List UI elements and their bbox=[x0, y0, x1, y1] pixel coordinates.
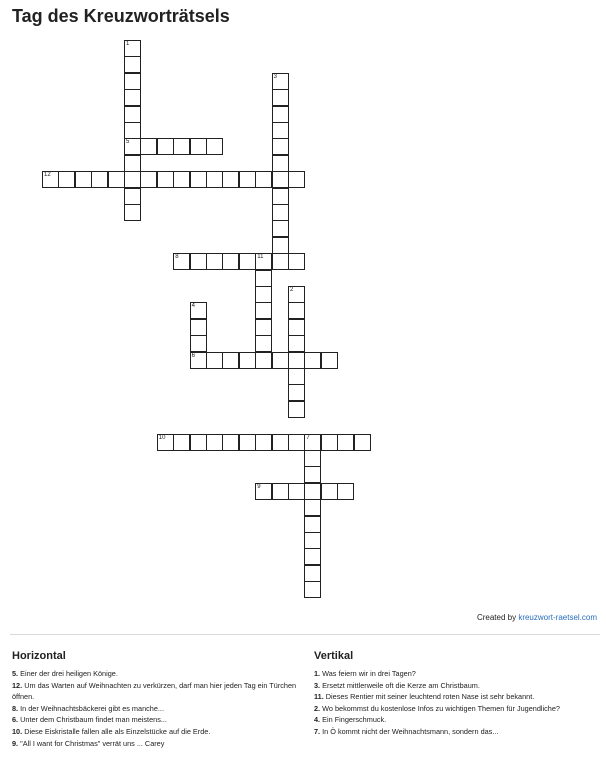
grid-cell[interactable] bbox=[157, 138, 174, 155]
grid-cell[interactable] bbox=[354, 434, 371, 451]
grid-cell[interactable] bbox=[304, 483, 321, 500]
grid-cell[interactable] bbox=[222, 253, 239, 270]
grid-cell[interactable] bbox=[42, 171, 59, 188]
clue-item bbox=[314, 726, 599, 738]
grid-cell[interactable] bbox=[206, 253, 223, 270]
grid-cell[interactable] bbox=[157, 171, 174, 188]
grid-cell[interactable] bbox=[255, 253, 272, 270]
clue-text: Ersetzt mittlerweile oft die Kerze am Christbaum. bbox=[322, 680, 480, 690]
clue-text: Dieses Rentier mit seiner leuchtend roten Nase ist sehr bekannt. bbox=[325, 692, 535, 702]
clue-item bbox=[314, 668, 599, 680]
grid-cell[interactable] bbox=[124, 155, 141, 172]
clue-item bbox=[12, 714, 297, 726]
horizontal-clues bbox=[12, 650, 297, 749]
clue-item bbox=[12, 680, 297, 703]
clue-number-label: 1 bbox=[126, 41, 130, 47]
grid-cell[interactable] bbox=[272, 434, 289, 451]
grid-cell[interactable] bbox=[288, 368, 305, 385]
grid-cell[interactable] bbox=[206, 171, 223, 188]
clue-number: 3. bbox=[314, 680, 321, 690]
grid-cell[interactable] bbox=[124, 138, 141, 155]
grid-cell[interactable] bbox=[124, 188, 141, 205]
grid-cell[interactable] bbox=[190, 253, 207, 270]
grid-cell[interactable] bbox=[304, 466, 321, 483]
clue-number-label: 7 bbox=[306, 434, 310, 441]
grid-cell[interactable] bbox=[239, 352, 256, 369]
credit-prefix: Created by bbox=[476, 613, 517, 622]
clue-item bbox=[314, 691, 599, 703]
clue-number: 12. bbox=[12, 680, 23, 690]
grid-cell[interactable] bbox=[272, 89, 289, 106]
grid-cell[interactable] bbox=[190, 352, 207, 369]
grid-cell[interactable] bbox=[190, 302, 207, 319]
clue-text: Um das Warten auf Weihnachten zu verkürzen, darf man hier jeden Tag ein Türchen öffnen. bbox=[12, 680, 297, 702]
grid-cell[interactable] bbox=[288, 352, 305, 369]
grid-cell[interactable] bbox=[222, 352, 239, 369]
grid-cell[interactable] bbox=[255, 483, 272, 500]
horizontal-heading: Horizontal bbox=[12, 650, 66, 662]
grid-cell[interactable] bbox=[304, 581, 321, 598]
clue-number-label: 5 bbox=[126, 139, 130, 146]
clue-number: 6. bbox=[12, 715, 19, 725]
grid-cell[interactable] bbox=[288, 302, 305, 319]
clue-number: 10. bbox=[12, 726, 23, 736]
grid-cell[interactable] bbox=[304, 352, 321, 369]
grid-cell[interactable] bbox=[239, 171, 256, 188]
grid-cell[interactable] bbox=[124, 89, 141, 106]
grid-cell[interactable] bbox=[157, 434, 174, 451]
grid-cell[interactable] bbox=[304, 434, 321, 451]
grid-cell[interactable] bbox=[206, 138, 223, 155]
grid-cell[interactable] bbox=[124, 122, 141, 139]
clue-item bbox=[12, 738, 297, 750]
clue-number: 8. bbox=[12, 703, 19, 713]
grid-cell[interactable] bbox=[272, 155, 289, 172]
grid-cell[interactable] bbox=[222, 171, 239, 188]
grid-cell[interactable] bbox=[272, 171, 289, 188]
grid-cell[interactable] bbox=[321, 434, 338, 451]
clue-text: Unter dem Christbaum findet man meistens... bbox=[20, 715, 167, 725]
grid-cell[interactable] bbox=[272, 220, 289, 237]
clue-text: Einer der drei heiligen Könige. bbox=[20, 669, 118, 678]
credit-link[interactable]: kreuzwort-raetsel.com bbox=[518, 613, 597, 622]
clue-item bbox=[314, 680, 599, 692]
page-title: Tag des Kreuzworträtsels bbox=[12, 6, 230, 26]
grid-cell[interactable] bbox=[124, 73, 141, 90]
divider bbox=[10, 634, 600, 635]
grid-cell[interactable] bbox=[272, 352, 289, 369]
clue-item bbox=[12, 726, 297, 738]
clue-number-label: 4 bbox=[191, 303, 195, 310]
grid-cell[interactable] bbox=[321, 352, 338, 369]
clue-item bbox=[314, 714, 599, 726]
clue-number-label: 12 bbox=[44, 172, 51, 179]
clue-text: Was feiern wir in drei Tagen? bbox=[322, 669, 416, 678]
clue-text: "All I want for Christmas" verrät uns ... Carey bbox=[20, 738, 165, 748]
clue-number: 7. bbox=[314, 726, 321, 736]
clue-number-label: 11 bbox=[257, 254, 264, 261]
grid-cell[interactable] bbox=[124, 204, 141, 221]
grid-cell[interactable] bbox=[272, 122, 289, 139]
clue-number: 11. bbox=[314, 692, 324, 702]
clue-number-label: 10 bbox=[158, 434, 166, 441]
grid-cell[interactable] bbox=[288, 171, 305, 188]
grid-cell[interactable] bbox=[239, 434, 256, 451]
grid-cell[interactable] bbox=[272, 204, 289, 221]
grid-cell[interactable] bbox=[91, 171, 108, 188]
grid-cell[interactable] bbox=[272, 106, 289, 123]
grid-cell[interactable] bbox=[255, 434, 272, 451]
clue-number-label: 6 bbox=[191, 352, 195, 359]
grid-cell[interactable] bbox=[239, 253, 256, 270]
grid-cell[interactable] bbox=[206, 352, 223, 369]
clue-number: 2. bbox=[314, 703, 321, 713]
clue-number: 9. bbox=[12, 738, 19, 748]
vertical-clues bbox=[314, 650, 599, 738]
grid-cell[interactable] bbox=[272, 73, 289, 90]
clue-text: Wo bekommst du kostenlose Infos zu wichtigen Themen für Jugendliche? bbox=[322, 703, 560, 713]
clue-item bbox=[12, 703, 297, 715]
grid-cell[interactable] bbox=[288, 384, 305, 401]
grid-cell[interactable] bbox=[255, 335, 272, 352]
grid-cell[interactable] bbox=[288, 401, 305, 418]
clue-number-label: 2 bbox=[290, 287, 294, 293]
clue-number-label: 8 bbox=[175, 254, 179, 261]
clue-text: Ein Fingerschmuck. bbox=[322, 715, 387, 725]
grid-cell[interactable] bbox=[304, 516, 321, 533]
grid-cell[interactable] bbox=[173, 138, 190, 155]
grid-cell[interactable] bbox=[288, 335, 305, 352]
grid-cell[interactable] bbox=[304, 532, 321, 549]
clue-text: In Ö kommt nicht der Weihnachtsmann, sondern das... bbox=[322, 726, 499, 736]
clue-number-label: 9 bbox=[257, 483, 261, 490]
grid-cell[interactable] bbox=[288, 286, 305, 303]
clue-item bbox=[12, 668, 297, 680]
grid-cell[interactable] bbox=[337, 434, 354, 451]
grid-cell[interactable] bbox=[173, 253, 190, 270]
grid-cell[interactable] bbox=[304, 548, 321, 565]
grid-cell[interactable] bbox=[222, 434, 239, 451]
clue-text: Diese Eiskristalle fallen alle als Einzelstücke auf die Erde. bbox=[24, 726, 211, 736]
grid-cell[interactable] bbox=[272, 483, 289, 500]
grid-cell[interactable] bbox=[304, 565, 321, 582]
grid-cell[interactable] bbox=[255, 352, 272, 369]
grid-cell[interactable] bbox=[288, 253, 305, 270]
grid-cell[interactable] bbox=[255, 302, 272, 319]
grid-cell[interactable] bbox=[272, 253, 289, 270]
clue-number: 4. bbox=[314, 715, 321, 725]
grid-cell[interactable] bbox=[206, 434, 223, 451]
vertical-heading: Vertikal bbox=[314, 650, 354, 662]
grid-cell[interactable] bbox=[190, 138, 207, 155]
grid-cell[interactable] bbox=[124, 40, 141, 57]
grid-cell[interactable] bbox=[108, 171, 125, 188]
grid-cell[interactable] bbox=[190, 319, 207, 336]
grid-cell[interactable] bbox=[173, 434, 190, 451]
grid-cell[interactable] bbox=[288, 434, 305, 451]
grid-cell[interactable] bbox=[58, 171, 75, 188]
grid-cell[interactable] bbox=[288, 319, 305, 336]
grid-cell[interactable] bbox=[124, 56, 141, 73]
grid-cell[interactable] bbox=[124, 106, 141, 123]
grid-cell[interactable] bbox=[304, 450, 321, 467]
grid-cell[interactable] bbox=[75, 171, 92, 188]
clue-item bbox=[314, 703, 599, 715]
clue-number: 5. bbox=[12, 669, 19, 678]
clue-number-label: 3 bbox=[273, 73, 277, 80]
credit-line bbox=[477, 613, 597, 622]
clue-number: 1. bbox=[314, 669, 321, 678]
grid-cell[interactable] bbox=[337, 483, 354, 500]
grid-cell[interactable] bbox=[140, 171, 157, 188]
grid-cell[interactable] bbox=[272, 237, 289, 254]
grid-cell[interactable] bbox=[255, 286, 272, 303]
grid-cell[interactable] bbox=[272, 138, 289, 155]
grid-cell[interactable] bbox=[255, 319, 272, 336]
grid-cell[interactable] bbox=[272, 188, 289, 205]
grid-cell[interactable] bbox=[173, 171, 190, 188]
grid-cell[interactable] bbox=[255, 171, 272, 188]
grid-cell[interactable] bbox=[255, 270, 272, 287]
grid-cell[interactable] bbox=[124, 171, 141, 188]
grid-cell[interactable] bbox=[190, 171, 207, 188]
grid-cell[interactable] bbox=[140, 138, 157, 155]
clue-text: In der Weihnachtsbäckerei gibt es manche... bbox=[20, 703, 164, 713]
grid-cell[interactable] bbox=[190, 434, 207, 451]
grid-cell[interactable] bbox=[288, 483, 305, 500]
grid-cell[interactable] bbox=[304, 499, 321, 516]
grid-cell[interactable] bbox=[190, 335, 207, 352]
grid-cell[interactable] bbox=[321, 483, 338, 500]
